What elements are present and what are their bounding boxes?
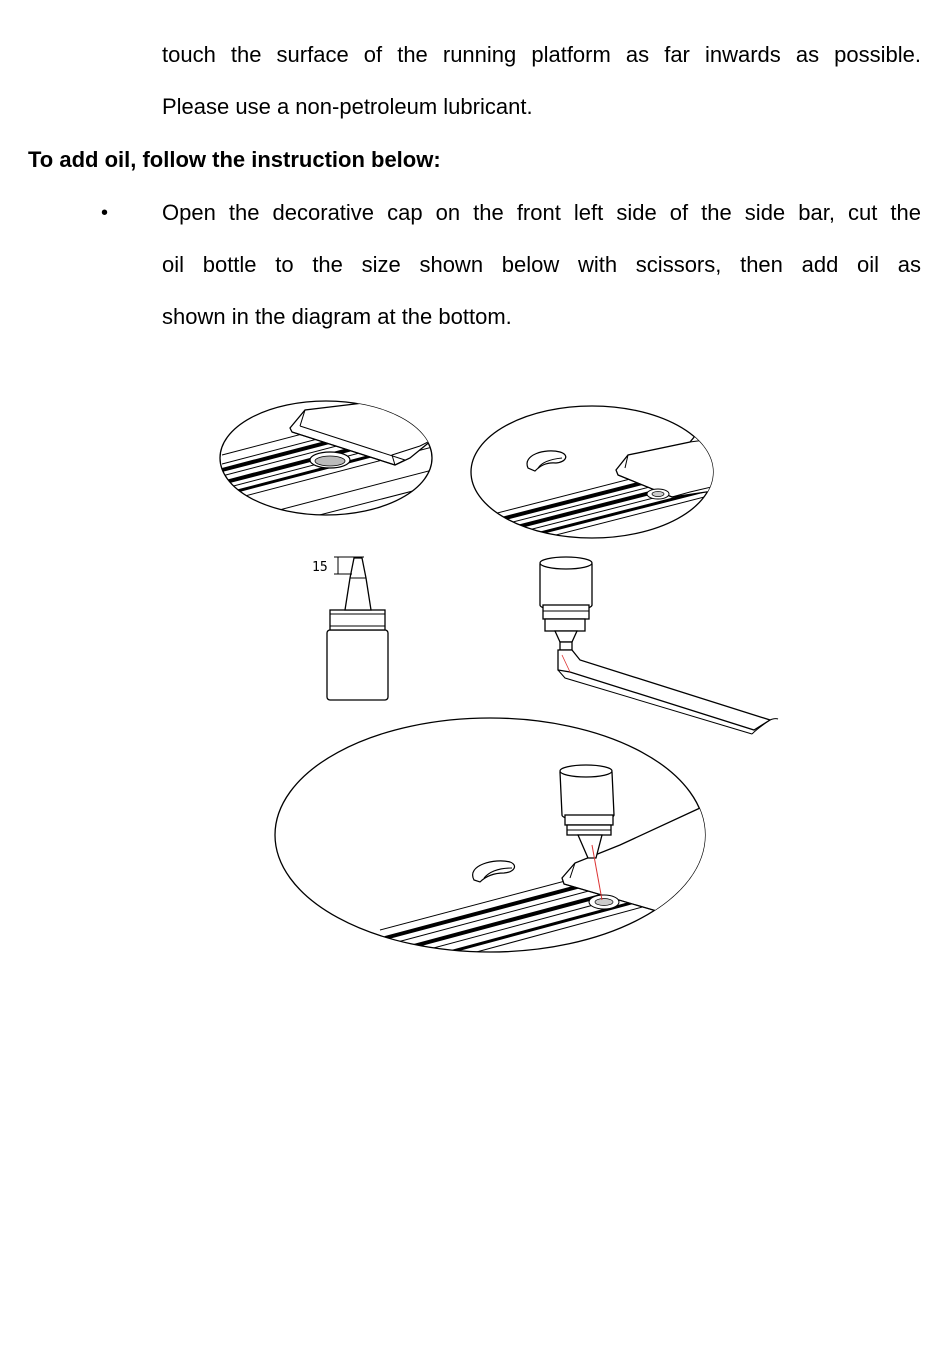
section-heading: To add oil, follow the instruction below: — [28, 147, 441, 172]
detail-circle-cap-closed — [220, 395, 440, 520]
bullet-line-2: oil bottle to the size shown below with scissors, then add oil as — [162, 252, 921, 277]
detail-circle-cap-open — [470, 406, 720, 557]
paragraph-line-2: Please use a non-petroleum lubricant. — [162, 94, 533, 119]
bullet-line-1: Open the decorative cap on the front left side of the side bar, cut the — [162, 200, 921, 225]
bullet-symbol: • — [101, 202, 109, 224]
detail-circle-adding-oil — [275, 718, 720, 970]
oil-bottle — [312, 557, 388, 700]
paragraph-line-1: touch the surface of the running platform as far inwards as possible. — [162, 42, 921, 67]
bottle-cut-dimension: 15 — [312, 560, 328, 575]
bottle-with-nozzle — [540, 557, 778, 734]
bullet-line-3: shown in the diagram at the bottom. — [162, 304, 512, 329]
